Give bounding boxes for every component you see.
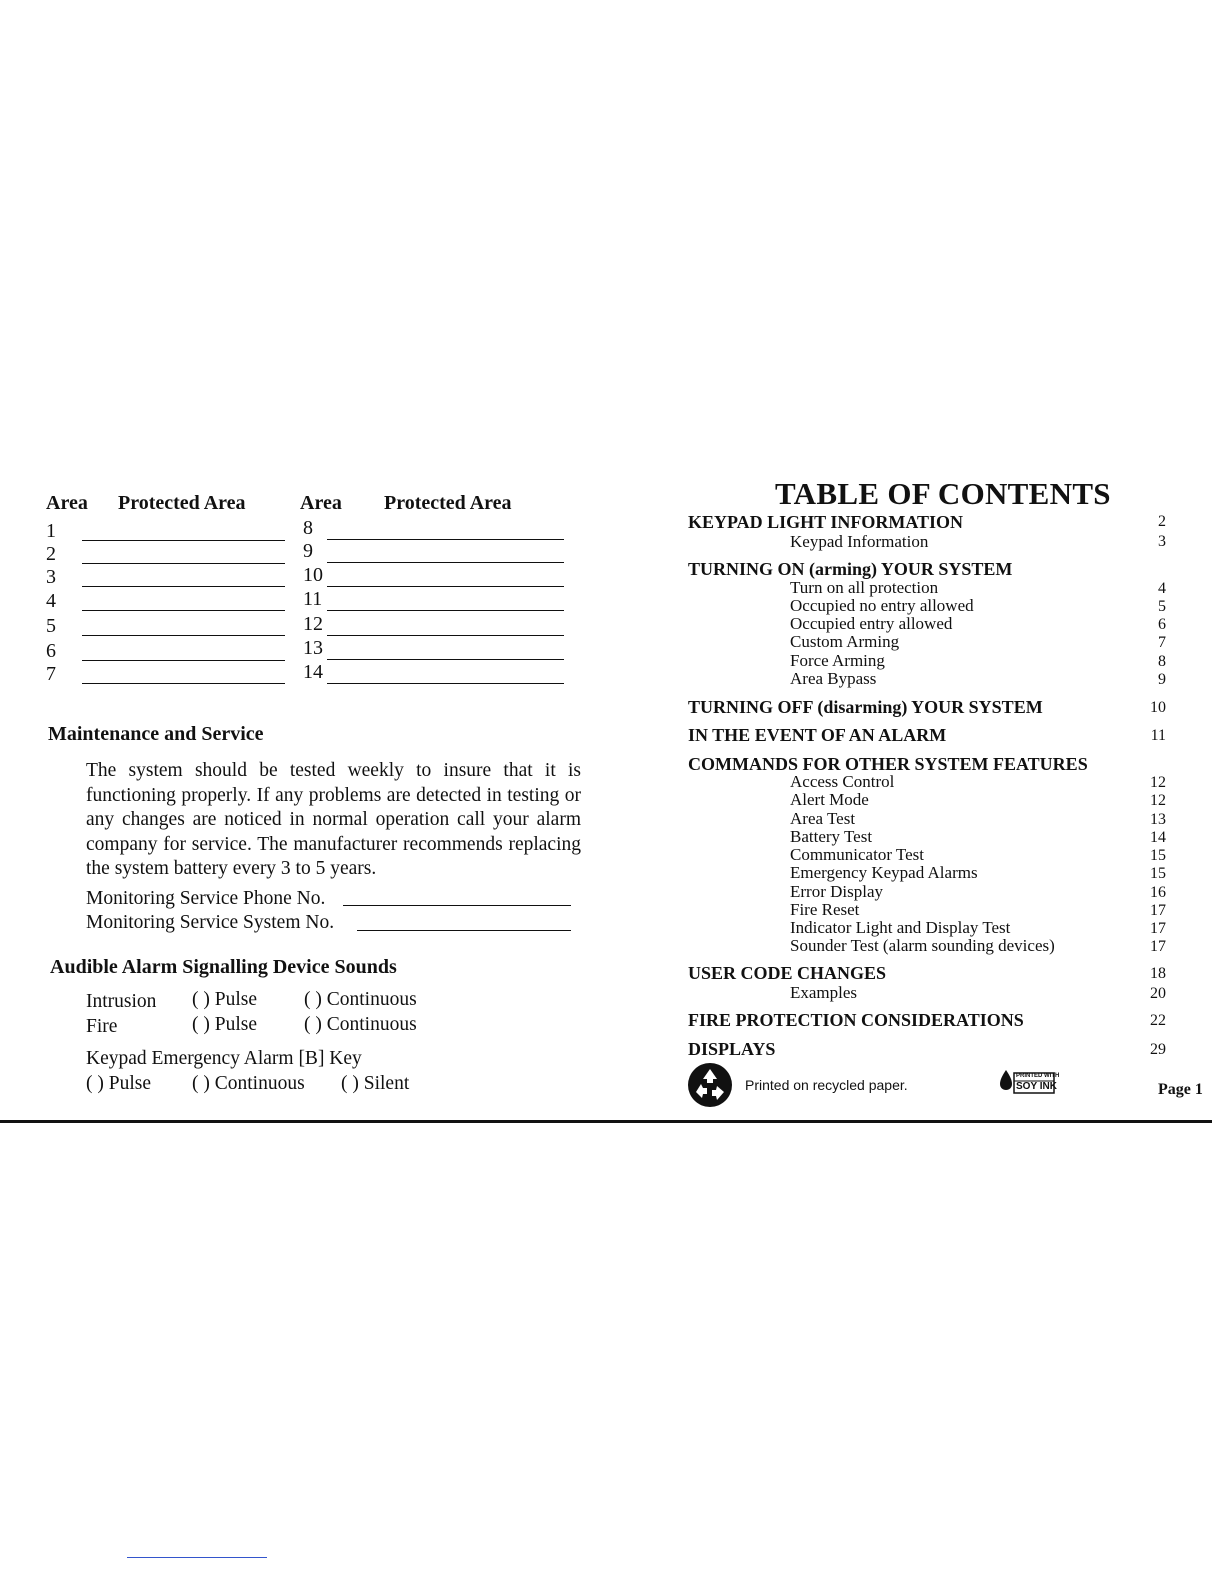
area-row [46, 663, 286, 687]
toc-page-number: 17 [1150, 902, 1166, 919]
protected-area-col2-header: Protected Area [384, 492, 512, 514]
toc-page-number: 29 [1150, 1041, 1166, 1058]
toc-subentry[interactable]: Area Bypass [790, 669, 877, 688]
area-number: 9 [303, 540, 313, 562]
soy-ink-logo [997, 1068, 1060, 1096]
toc-subentry[interactable]: Error Display [790, 882, 884, 901]
keypad-pulse-option[interactable]: ( ) Pulse [86, 1073, 151, 1094]
toc-subentry[interactable]: Custom Arming [790, 632, 900, 651]
monitoring-system-label: Monitoring Service System No. [86, 912, 335, 933]
protected-area-field[interactable] [82, 635, 285, 636]
recycled-paper-note: Printed on recycled paper. [745, 1077, 908, 1093]
toc-page-number: 14 [1150, 829, 1166, 846]
area-number: 8 [303, 517, 313, 539]
protected-area-field[interactable] [327, 659, 564, 660]
toc-heading[interactable]: KEYPAD LIGHT INFORMATION [688, 512, 964, 532]
toc-page-number: 4 [1158, 580, 1166, 597]
toc-heading[interactable]: IN THE EVENT OF AN ALARM [688, 725, 947, 745]
area-row [303, 517, 565, 541]
area-row [303, 588, 565, 612]
toc-subentry[interactable]: Access Control [790, 772, 895, 791]
toc-subentry[interactable]: Emergency Keypad Alarms [790, 863, 978, 882]
fire-label: Fire [86, 1016, 118, 1037]
toc-heading[interactable]: COMMANDS FOR OTHER SYSTEM FEATURES [688, 754, 1088, 774]
toc-heading[interactable]: USER CODE CHANGES [688, 963, 887, 983]
intrusion-label: Intrusion [86, 991, 157, 1012]
area-row [46, 566, 286, 590]
toc-heading[interactable]: TURNING OFF (disarming) YOUR SYSTEM [688, 697, 1043, 717]
toc-page-number: 16 [1150, 884, 1166, 901]
toc-page-number: 9 [1158, 671, 1166, 688]
area-number: 3 [46, 566, 56, 588]
maintenance-title: Maintenance and Service [48, 723, 264, 745]
keypad-emergency-label: Keypad Emergency Alarm [B] Key [86, 1048, 362, 1069]
toc-subentry[interactable]: Indicator Light and Display Test [790, 918, 1011, 937]
toc-subentry[interactable]: Examples [790, 983, 858, 1002]
toc-page-number: 20 [1150, 985, 1166, 1002]
area-number: 10 [303, 564, 323, 586]
toc-subentry[interactable]: Keypad Information [790, 532, 929, 551]
fire-pulse-option[interactable]: ( ) Pulse [192, 1014, 257, 1035]
soy-ink-line2: SOY INK [1016, 1081, 1057, 1092]
toc-heading[interactable]: DISPLAYS [688, 1039, 776, 1059]
toc-subentry[interactable]: Occupied no entry allowed [790, 596, 974, 615]
area-col2-header: Area [300, 492, 342, 514]
toc-page-number: 7 [1158, 634, 1166, 651]
toc-subentry[interactable]: Communicator Test [790, 845, 925, 864]
monitoring-phone-field[interactable] [343, 905, 571, 906]
intrusion-pulse-option[interactable]: ( ) Pulse [192, 989, 257, 1010]
area-row [46, 640, 286, 664]
toc-page-number: 18 [1150, 965, 1166, 982]
area-row [303, 564, 565, 588]
monitoring-system-field[interactable] [357, 930, 571, 931]
toc-subentry[interactable]: Sounder Test (alarm sounding devices) [790, 936, 1055, 955]
protected-area-field[interactable] [82, 660, 285, 661]
toc-page-number: 6 [1158, 616, 1166, 633]
audible-title: Audible Alarm Signalling Device Sounds [50, 956, 397, 978]
toc-subentry[interactable]: Fire Reset [790, 900, 860, 919]
fire-continuous-option[interactable]: ( ) Continuous [304, 1014, 417, 1035]
area-number: 5 [46, 615, 56, 637]
toc-subentry[interactable]: Force Arming [790, 651, 885, 670]
toc-page-number: 2 [1158, 513, 1166, 530]
area-row [303, 661, 565, 685]
toc-page-number: 10 [1150, 699, 1166, 716]
keypad-continuous-option[interactable]: ( ) Continuous [192, 1073, 305, 1094]
toc-subentry[interactable]: Battery Test [790, 827, 873, 846]
protected-area-field[interactable] [82, 540, 285, 541]
recycle-icon [687, 1062, 733, 1108]
soy-ink-line1: PRINTED WITH [1016, 1073, 1060, 1079]
area-col1-header: Area [46, 492, 88, 514]
area-number: 14 [303, 661, 323, 683]
area-number: 7 [46, 663, 56, 685]
toc-page-number: 3 [1158, 533, 1166, 550]
protected-area-field[interactable] [327, 586, 564, 587]
toc-heading[interactable]: TURNING ON (arming) YOUR SYSTEM [688, 559, 1013, 579]
toc-page-number: 17 [1150, 920, 1166, 937]
toc-page-number: 15 [1150, 865, 1166, 882]
area-number: 13 [303, 637, 323, 659]
bottom-blue-underline [127, 1557, 267, 1558]
toc-page-number: 12 [1150, 792, 1166, 809]
toc-page-number: 22 [1150, 1012, 1166, 1029]
toc-page-number: 11 [1150, 727, 1166, 744]
area-number: 11 [303, 588, 323, 610]
toc-page-number: 13 [1150, 811, 1166, 828]
area-row [46, 543, 286, 567]
toc-title: TABLE OF CONTENTS [775, 476, 1111, 511]
toc-page-number: 12 [1150, 774, 1166, 791]
protected-area-field[interactable] [327, 610, 564, 611]
toc-subentry[interactable]: Area Test [790, 809, 856, 828]
protected-area-field[interactable] [327, 562, 564, 563]
toc-page-number: 17 [1150, 938, 1166, 955]
protected-area-field[interactable] [82, 586, 285, 587]
toc-subentry[interactable]: Turn on all protection [790, 578, 939, 597]
protected-area-field[interactable] [82, 563, 285, 564]
area-row [46, 615, 286, 639]
area-number: 2 [46, 543, 56, 565]
maintenance-body: The system should be tested weekly to insure that it is functioning properly. If any problems are detected in testing or any changes are noticed in normal operation call your alarm company for service. The manufacturer recommends replacing the system battery every 3 to 5 years. [86, 760, 581, 879]
protected-area-field[interactable] [82, 683, 285, 684]
toc-page-number: 5 [1158, 598, 1166, 615]
area-row [303, 613, 565, 637]
page-number-label: Page 1 [1158, 1081, 1203, 1098]
area-number: 4 [46, 590, 56, 612]
protected-area-col1-header: Protected Area [118, 492, 246, 514]
toc-page-number: 8 [1158, 653, 1166, 670]
toc-heading[interactable]: FIRE PROTECTION CONSIDERATIONS [688, 1010, 1024, 1030]
toc-subentry[interactable]: Occupied entry allowed [790, 614, 953, 633]
toc-subentry[interactable]: Alert Mode [790, 790, 869, 809]
area-number: 12 [303, 613, 323, 635]
area-number: 1 [46, 520, 56, 542]
toc-page-number: 15 [1150, 847, 1166, 864]
area-row [46, 520, 286, 544]
keypad-silent-option[interactable]: ( ) Silent [341, 1073, 410, 1094]
protected-area-field[interactable] [82, 610, 285, 611]
protected-area-field[interactable] [327, 683, 564, 684]
intrusion-continuous-option[interactable]: ( ) Continuous [304, 989, 417, 1010]
area-row [303, 637, 565, 661]
bottom-rule [0, 1120, 1212, 1123]
protected-area-field[interactable] [327, 635, 564, 636]
area-number: 6 [46, 640, 56, 662]
area-row [46, 590, 286, 614]
area-row [303, 540, 565, 564]
monitoring-phone-label: Monitoring Service Phone No. [86, 888, 326, 909]
